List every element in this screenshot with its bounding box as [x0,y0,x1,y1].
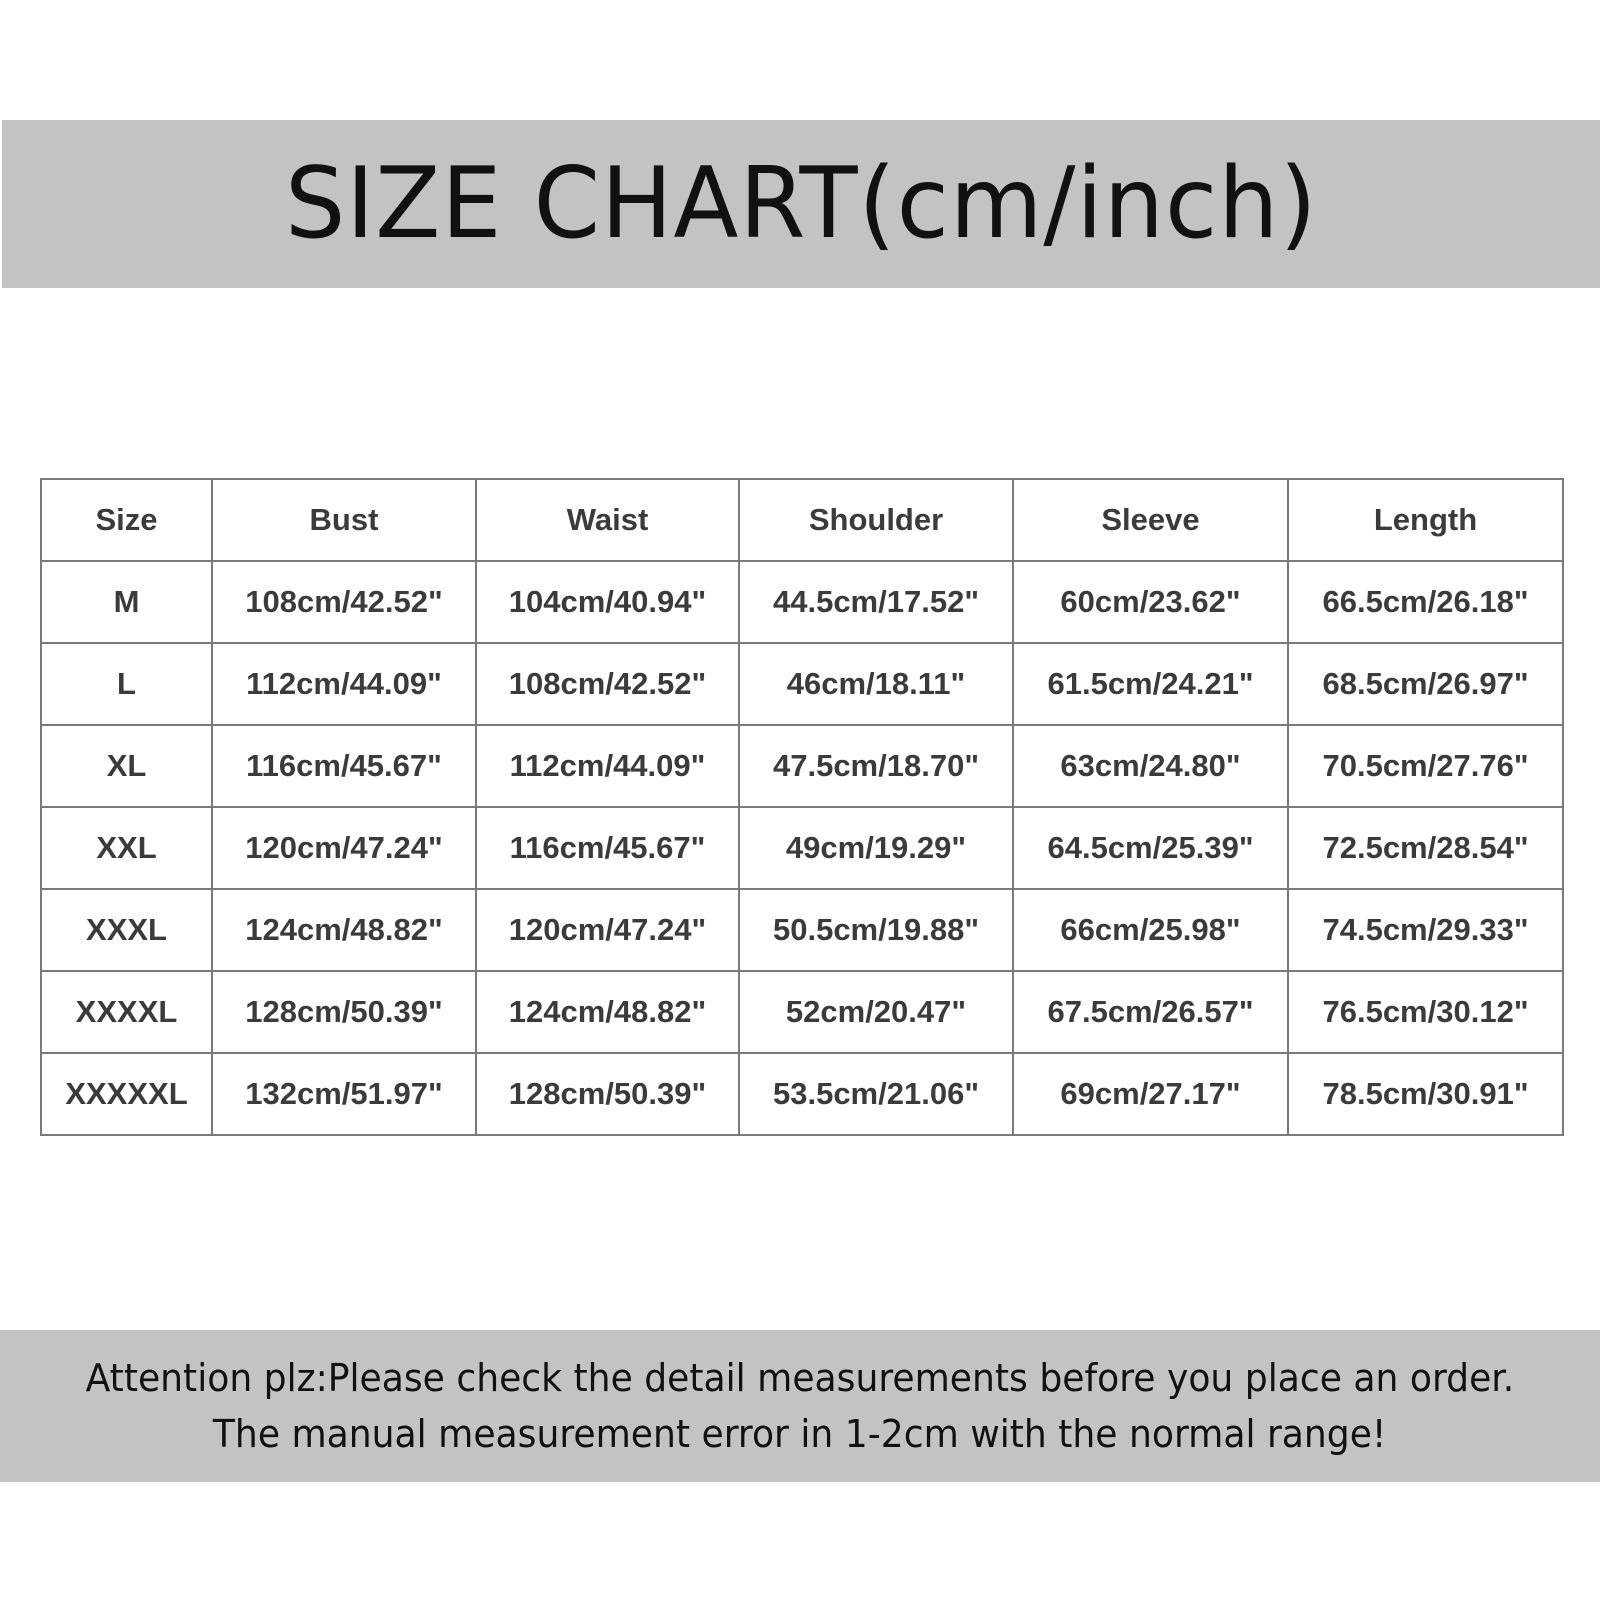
length-cell: 68.5cm/26.97" [1288,643,1563,725]
column-header-waist: Waist [476,479,739,561]
bust-cell: 124cm/48.82" [212,889,476,971]
table-row [41,725,1563,807]
bust-cell: 128cm/50.39" [212,971,476,1053]
length-cell: 72.5cm/28.54" [1288,807,1563,889]
table-row [41,561,1563,643]
bust-cell: 108cm/42.52" [212,561,476,643]
sleeve-cell: 66cm/25.98" [1013,889,1288,971]
bust-cell: 120cm/47.24" [212,807,476,889]
shoulder-cell: 46cm/18.11" [739,643,1013,725]
size-cell: M [41,561,212,643]
page-title: SIZE CHART(cm/inch) [284,147,1318,261]
sleeve-cell: 64.5cm/25.39" [1013,807,1288,889]
sleeve-cell: 61.5cm/24.21" [1013,643,1288,725]
shoulder-cell: 47.5cm/18.70" [739,725,1013,807]
column-header-length: Length [1288,479,1563,561]
waist-cell: 108cm/42.52" [476,643,739,725]
size-cell: XL [41,725,212,807]
length-cell: 74.5cm/29.33" [1288,889,1563,971]
table-row [41,889,1563,971]
length-cell: 66.5cm/26.18" [1288,561,1563,643]
table-row [41,643,1563,725]
length-cell: 78.5cm/30.91" [1288,1053,1563,1135]
size-chart-table [40,478,1564,1136]
table-row [41,971,1563,1053]
column-header-size: Size [41,479,212,561]
waist-cell: 120cm/47.24" [476,889,739,971]
column-header-sleeve: Sleeve [1013,479,1288,561]
notice-line-1: Attention plz:Please check the detail measurements before you place an order. [85,1356,1515,1400]
waist-cell: 116cm/45.67" [476,807,739,889]
shoulder-cell: 44.5cm/17.52" [739,561,1013,643]
sleeve-cell: 69cm/27.17" [1013,1053,1288,1135]
column-header-shoulder: Shoulder [739,479,1013,561]
bust-cell: 116cm/45.67" [212,725,476,807]
sleeve-cell: 63cm/24.80" [1013,725,1288,807]
title-banner [2,120,1600,288]
size-cell: XXXL [41,889,212,971]
waist-cell: 104cm/40.94" [476,561,739,643]
column-header-bust: Bust [212,479,476,561]
length-cell: 70.5cm/27.76" [1288,725,1563,807]
bust-cell: 132cm/51.97" [212,1053,476,1135]
size-cell: L [41,643,212,725]
waist-cell: 128cm/50.39" [476,1053,739,1135]
size-cell: XXL [41,807,212,889]
notice-line-2: The manual measurement error in 1-2cm with the normal range! [213,1412,1387,1456]
length-cell: 76.5cm/30.12" [1288,971,1563,1053]
waist-cell: 124cm/48.82" [476,971,739,1053]
shoulder-cell: 52cm/20.47" [739,971,1013,1053]
waist-cell: 112cm/44.09" [476,725,739,807]
table-row [41,807,1563,889]
size-cell: XXXXL [41,971,212,1053]
table-row [41,1053,1563,1135]
sleeve-cell: 67.5cm/26.57" [1013,971,1288,1053]
sleeve-cell: 60cm/23.62" [1013,561,1288,643]
size-cell: XXXXXL [41,1053,212,1135]
shoulder-cell: 53.5cm/21.06" [739,1053,1013,1135]
attention-notice-banner [0,1330,1600,1482]
shoulder-cell: 49cm/19.29" [739,807,1013,889]
table-header-row [41,479,1563,561]
bust-cell: 112cm/44.09" [212,643,476,725]
shoulder-cell: 50.5cm/19.88" [739,889,1013,971]
